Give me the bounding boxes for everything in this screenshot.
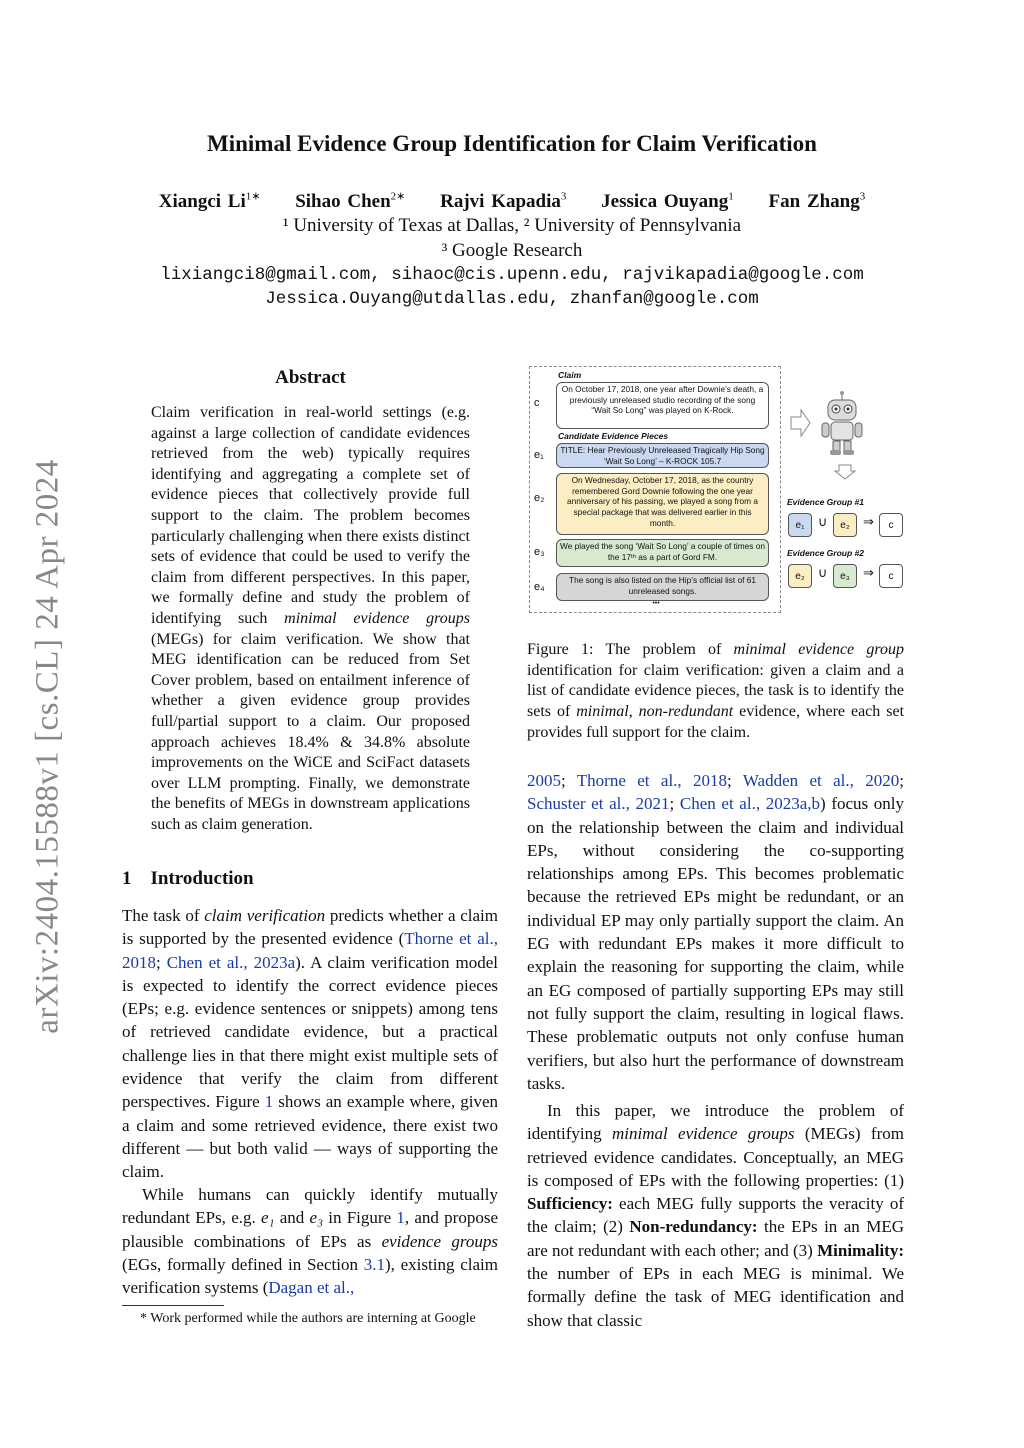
- text-run: In this paper, we introduce the problem of identifying: [527, 1101, 904, 1144]
- text-run: ;: [561, 771, 577, 790]
- text-run: the EPs in an MEG are not redundant with each other; and (3): [527, 1217, 904, 1260]
- text-run: e₁: [261, 1208, 275, 1228]
- text-run: (MEGs) for claim verification. We show that MEG identification can be reduced from Set Cover problem, based on entailment inference of whether a given evidence group provides full/partial support to a claim. Our proposed approach achieves 18.4% & 34.8% absolute improvements on the WiCE and SciFact datasets over LLM prompting. Finally, we demonstrate the benefits of MEGs in downstream applications such as claim generation.: [151, 630, 470, 833]
- abstract-heading: Abstract: [275, 367, 346, 388]
- evidence-id: e₄: [534, 581, 545, 593]
- ellipsis: •••: [652, 600, 660, 607]
- citation-link[interactable]: Schuster et al., 2021: [527, 794, 670, 814]
- evidence-box-e4: The song is also listed on the Hip’s official list of 61 unreleased songs.: [556, 573, 769, 601]
- arxiv-stamp: arXiv:2404.15588v1 [cs.CL] 24 Apr 2024: [29, 459, 66, 1034]
- claim-box: On October 17, 2018, one year after Downie’s death, a previously unreleased studio recording of the song “Wait So Long” was played on K-Rock.: [556, 382, 769, 429]
- paragraph: [122, 1183, 498, 1299]
- text-run: the number of EPs in each MEG is minimal. We formally define the task of MEG identification and show that classic: [527, 1264, 904, 1330]
- evidence-id: e₃: [534, 546, 545, 558]
- arrow-right-icon: [790, 408, 812, 438]
- text-run: each MEG fully supports the veracity of the claim; (2): [527, 1194, 904, 1237]
- text-run: shows an example where, given a claim and some retrieved evidence, there exist two different — but both valid — ways of supporting the claim.: [122, 1092, 498, 1182]
- evidence-group-1-label: Evidence Group #1: [787, 497, 864, 507]
- text-run: ;: [727, 771, 743, 790]
- implies-symbol: ⇒: [863, 515, 874, 530]
- text-run: minimal evidence groups: [284, 609, 470, 627]
- text-run: evidence, where each set provides full support for the claim.: [527, 703, 905, 741]
- text-run: minimal evidence groups: [611, 1124, 795, 1144]
- paragraph: [122, 904, 498, 1184]
- text-run: (MEGs) from retrieved evidence candidates. Conceptually, an MEG is composed of EPs with the following properties: (1): [527, 1124, 904, 1190]
- text-run: While humans can quickly identify mutually redundant EPs, e.g.: [122, 1185, 498, 1228]
- group-item: c: [879, 564, 903, 588]
- emails: Jessica.Ouyang@utdallas.edu, zhanfan@google.com: [265, 289, 759, 309]
- text-run: e₃: [309, 1208, 323, 1228]
- text-run: (EGs, formally defined in Section: [122, 1254, 364, 1274]
- footnote: * Work performed while the authors are interning at Google: [140, 1311, 476, 1326]
- author: Xiangci $Li^{1∗}$: [158, 191, 261, 213]
- citation-link[interactable]: 2005: [527, 771, 561, 790]
- citation-link[interactable]: 1: [264, 1092, 274, 1112]
- robot-icon: [818, 390, 866, 456]
- text-run: evidence groups: [381, 1231, 498, 1251]
- author: Jessica Ouyang$^1$: [601, 191, 734, 213]
- claim-label: Claim: [558, 370, 582, 380]
- paragraph: [527, 1099, 904, 1332]
- text-run: ;: [899, 771, 905, 790]
- arrow-down-icon: [834, 464, 856, 480]
- abstract-text: [151, 403, 470, 835]
- author: Fan Zhang$^3$: [768, 191, 866, 213]
- text-run: minimal, non-redundant: [576, 703, 734, 721]
- section-heading: 1 Introduction: [122, 868, 254, 889]
- citation-link[interactable]: Wadden et al., 2020: [742, 771, 900, 790]
- citation-link[interactable]: Thorne et al., 2018: [122, 929, 498, 972]
- union-symbol: ∪: [818, 566, 828, 581]
- citation-link[interactable]: Chen et al., 2023a: [166, 952, 296, 972]
- text-run: ) focus only on the relationship between the claim and individual EPs, without considering the co-supporting relationships among EPs. This becomes problematic because the retrieved EPs might be redundant, or an individual EP may only partially support the claim. An EG with redundant EPs makes it more difficult to explain the reasoning for supporting the claim, while an EG composed of partially supporting EPs may still not fully support the claim, resulting in logical flaws. These problematic outputs not only confuse human verifiers, but also hurt the performance of downstream tasks.: [527, 794, 904, 1093]
- union-symbol: ∪: [818, 515, 828, 530]
- implies-symbol: ⇒: [863, 566, 874, 581]
- citation-link[interactable]: Chen et al., 2023a,b: [679, 794, 821, 814]
- citation-link[interactable]: Dagan et al.,: [268, 1278, 355, 1298]
- text-run: , and propose plausible combinations of EPs as: [122, 1208, 499, 1251]
- text-run: ;: [669, 794, 680, 814]
- affiliation: ¹ University of Texas at Dallas, ² University of Pennsylvania: [282, 215, 742, 236]
- text-run: Non-redundancy:: [629, 1217, 758, 1237]
- emails: lixiangci8@gmail.com, sihaoc@cis.upenn.edu, rajvikapadia@google.com: [160, 265, 864, 285]
- text-run: ). A claim verification model is expected to identify the correct evidence pieces (EPs; e.g. evidence sentences or snippets) among tens of retrieved candidate evidence, but a practical challenge lies in that there might exist multiple sets of evidence that verify the claim from different perspectives. Figure: [122, 952, 498, 1112]
- evidence-box-e2: On Wednesday, October 17, 2018, as the country remembered Gord Downie following the one year anniversary of his passing, we played a song from a special package that was delivered earlier in this month.: [556, 473, 769, 535]
- author: Sihao Chen$^{2∗}$: [295, 191, 406, 213]
- evidence-box-e1: TITLE: Hear Previously Unreleased Tragically Hip Song ‘Wait So Long’ – K-ROCK 105.7: [556, 443, 769, 468]
- citation-link[interactable]: Thorne et al., 2018: [576, 771, 728, 790]
- citation-link[interactable]: 3.1: [363, 1254, 385, 1274]
- text-run: ;: [156, 952, 167, 972]
- text-run: Claim verification in real-world settings (e.g. against a large collection of candidate evidences retrieved from the web) typically requires identifying and aggregating a complete set of evidence pieces that collectively provide full support to the claim. The problem becomes particularly challenging when there exists distinct sets of evidence that could be used to verify the claim from different perspectives. In this paper, we formally define and study the problem of identifying such: [151, 404, 470, 627]
- text-run: claim verification: [204, 906, 326, 925]
- text-run: in Figure: [323, 1208, 397, 1228]
- text-run: identification for claim verification: given a claim and a list of candidate evidence pieces, the task is to identify the sets of: [527, 661, 904, 721]
- author: Rajvi Kapadia$^3$: [440, 191, 567, 213]
- evidence-group-2-label: Evidence Group #2: [787, 548, 864, 558]
- text-run: The task of: [122, 906, 205, 925]
- text-run: Figure 1: The problem of: [527, 641, 734, 658]
- group-item: e₁: [788, 513, 812, 537]
- text-run: minimal evidence group: [733, 641, 905, 658]
- figure-1-panel: [529, 366, 781, 613]
- group-item: e₂: [833, 513, 857, 537]
- evidence-id: e₁: [534, 449, 544, 461]
- citation-link[interactable]: 1: [396, 1208, 405, 1228]
- text-run: Minimality:: [817, 1240, 904, 1260]
- text-run: and: [274, 1208, 310, 1228]
- claim-id: c: [534, 397, 540, 409]
- text-run: Sufficiency:: [527, 1194, 613, 1214]
- evidence-box-e3: We played the song ‘Wait So Long’ a couple of times on the 17ᵗʰ as a part of Gord FM.: [556, 539, 769, 567]
- evidence-id: e₂: [534, 492, 545, 504]
- group-item: e₃: [833, 564, 857, 588]
- text-run: predicts whether a claim is supported by the presented evidence (: [122, 906, 498, 949]
- text-run: ), existing claim verification systems (: [122, 1254, 498, 1298]
- paper-title: Minimal Evidence Group Identification for Claim Verification: [207, 131, 817, 156]
- paragraph: [527, 769, 904, 1095]
- group-item: c: [879, 513, 903, 537]
- group-item: e₂: [788, 564, 812, 588]
- candidate-label: Candidate Evidence Pieces: [558, 431, 669, 441]
- figure-caption: [527, 640, 904, 744]
- author-list: [0, 190, 1024, 213]
- footnote-rule: [122, 1305, 224, 1306]
- affiliation: ³ Google Research: [441, 240, 583, 261]
